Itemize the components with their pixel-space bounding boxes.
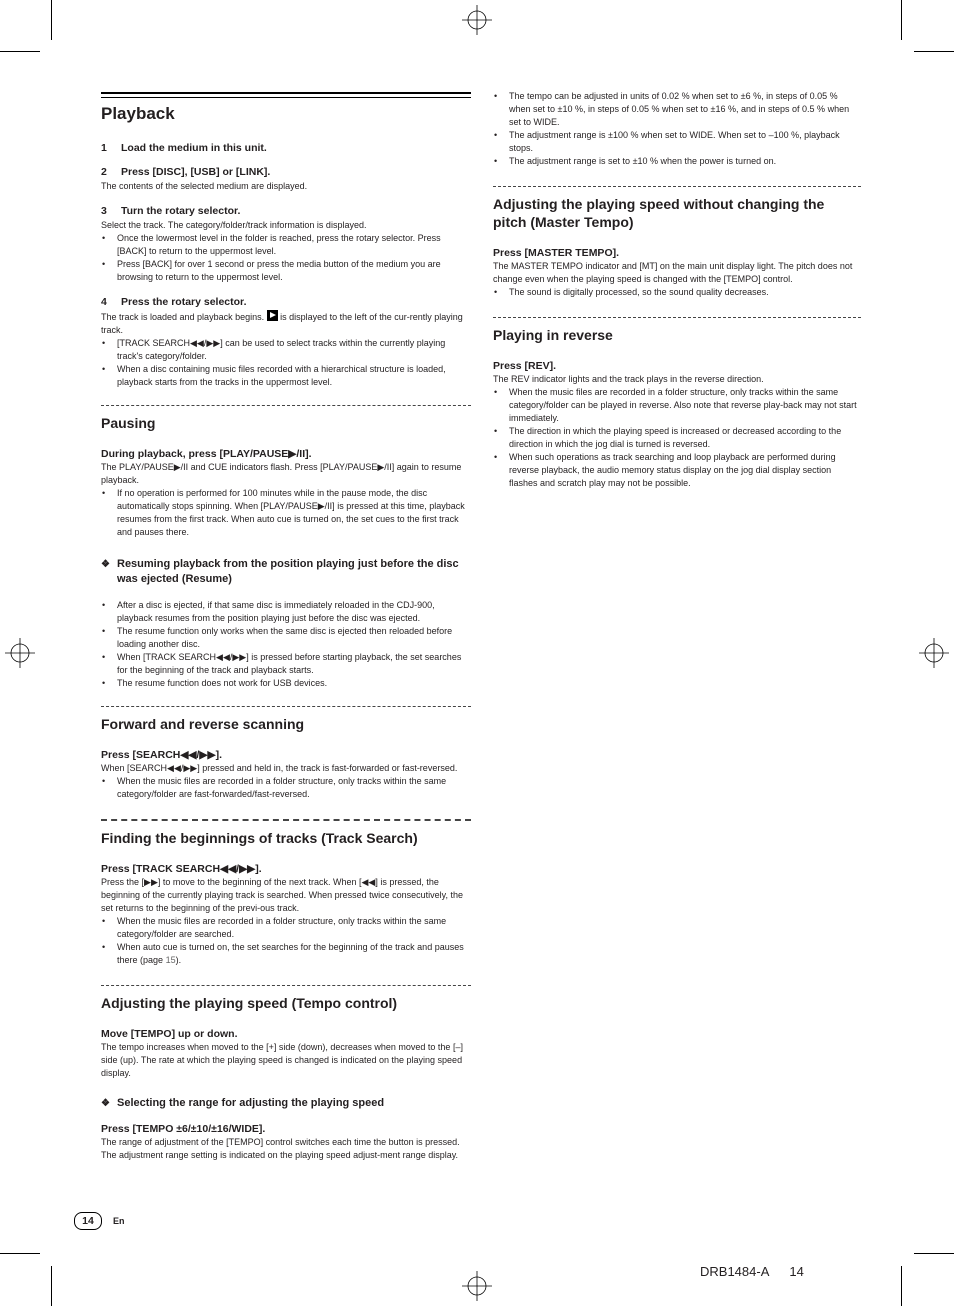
- crop-mark: [901, 1266, 902, 1306]
- section-title-pausing: Pausing: [101, 415, 156, 431]
- footer-page: 14: [789, 1264, 804, 1279]
- page-number-badge: 14: [74, 1212, 102, 1230]
- command-label: During playback, press [PLAY/PAUSE▶/II].: [101, 448, 312, 460]
- crop-mark: [914, 1253, 954, 1254]
- list-item: • If no operation is performed for 100 minutes while in the pause mode, the disc automatically stops spinning. When [PLAY/PAUSE▶/II] is pressed at this time, playback resumes from the first track. When auto cue is turned on, the set cues to the first track and pauses there.: [101, 487, 471, 539]
- list-item: • When such operations as track searching and loop playback are performed during reverse playback, the audio memory status display on the jog dial display section flashes and scratch play may not be possible.: [493, 451, 861, 490]
- step-label: Press the rotary selector.: [121, 296, 247, 308]
- list-item-text: When auto cue is turned on, the set searches for the beginning of the track and pauses there (page: [117, 942, 464, 965]
- step-2: [101, 166, 471, 193]
- play-icon: [267, 310, 278, 321]
- crop-mark: [51, 1266, 52, 1306]
- section-text: Press the [▶▶] to move to the beginning of the next track. When [◀◀] is pressed, the beginning of the currently playing track is searched. When pressed twice consecutively, the set returns to the beginning of the previ-ous track.: [101, 877, 464, 913]
- command-label: Press [SEARCH◀◀/▶▶].: [101, 749, 222, 761]
- list-item: • The tempo can be adjusted in units of 0.02 % when set to ±6 %, in steps of 0.05 % when set to ±10 %, in steps of 0.05 % when set to ±16 %, and in steps of 0.5 % when set to WIDE.: [493, 90, 861, 129]
- language-label: En: [113, 1216, 125, 1226]
- step-label: Press [DISC], [USB] or [LINK].: [121, 166, 271, 178]
- step-label: Load the medium in this unit.: [121, 142, 267, 154]
- command-label: Press [TRACK SEARCH◀◀/▶▶].: [101, 863, 262, 875]
- step-text-b: is displayed to the left of the cur-rently playing track.: [101, 312, 463, 335]
- list-item: • When the music files are recorded in a folder structure, only tracks within the same category/folder are fast-forwarded/fast-reversed.: [101, 775, 471, 801]
- registration-mark-icon: [5, 638, 35, 668]
- section-title-tempo: Adjusting the playing speed (Tempo control): [101, 995, 398, 1011]
- list-item: • The sound is digitally processed, so the sound quality decreases.: [493, 286, 861, 299]
- list-item: • When [TRACK SEARCH◀◀/▶▶] is pressed before starting playback, the set searches for the beginning of the track and playback starts.: [101, 651, 471, 677]
- section-divider: [101, 405, 471, 406]
- step-text-a: The track is loaded and playback begins.: [101, 312, 265, 322]
- left-column: [101, 92, 471, 1162]
- list-item: • The adjustment range is set to ±10 % when the power is turned on.: [493, 155, 861, 168]
- section-divider: [101, 985, 471, 986]
- list-item: • Press [BACK] for over 1 second or press the media button of the medium you are browsing to return to the uppermost level.: [101, 258, 471, 284]
- step-label: Turn the rotary selector.: [121, 205, 241, 217]
- step-number: 1: [101, 142, 107, 154]
- step-number: 3: [101, 205, 107, 217]
- section-title-scanning: Forward and reverse scanning: [101, 716, 305, 732]
- section-divider: [101, 706, 471, 707]
- section-divider: [101, 819, 471, 821]
- page-link[interactable]: 15: [165, 955, 176, 965]
- step-3: [101, 205, 471, 284]
- section-divider: [493, 317, 861, 318]
- section-divider: [493, 186, 861, 187]
- step-text: [101, 310, 471, 337]
- step-text: Select the track. The category/folder/track information is displayed.: [101, 220, 367, 230]
- crop-mark: [0, 1253, 40, 1254]
- registration-mark-icon: [462, 5, 492, 35]
- list-item: • When the music files are recorded in a folder structure, only tracks within the same category/folder are searched.: [101, 915, 471, 941]
- list-item-text-end: ).: [175, 955, 182, 965]
- command-label: Press [TEMPO ±6/±10/±16/WIDE].: [101, 1123, 266, 1135]
- list-item: • [TRACK SEARCH◀◀/▶▶] can be used to select tracks within the currently playing track's category/folder.: [101, 337, 471, 363]
- crop-mark: [51, 0, 52, 40]
- list-item: • The adjustment range is ±100 % when set to WIDE. When set to –100 %, playback stops.: [493, 129, 861, 155]
- section-title-reverse: Playing in reverse: [493, 327, 613, 343]
- crop-mark: [0, 51, 40, 52]
- section-text: The tempo increases when moved to the [+] side (down), decreases when moved to the [–] side (up). The rate at which the playing speed is changed is indicated on the playing speed display.: [101, 1042, 463, 1078]
- command-label: Press [REV].: [493, 360, 557, 372]
- subsection-title-range: ❖ Selecting the range for adjusting the playing speed: [101, 1096, 471, 1111]
- step-1: [101, 142, 471, 154]
- list-item: • The direction in which the playing speed is increased or decreased according to the direction in which the jog dial is turned is reversed.: [493, 425, 861, 451]
- title-rule: [101, 92, 471, 98]
- section-title-track-search: Finding the beginnings of tracks (Track Search): [101, 830, 418, 846]
- crop-mark: [901, 0, 902, 40]
- page-title: Playback: [101, 104, 175, 123]
- section-text: The REV indicator lights and the track plays in the reverse direction.: [493, 374, 764, 384]
- footer-code: DRB1484-A: [700, 1264, 770, 1279]
- right-column: [493, 90, 861, 490]
- subsection-title-resume: ❖ Resuming playback from the position playing just before the disc was ejected (Resume): [101, 557, 471, 587]
- crop-mark: [914, 51, 954, 52]
- list-item: • Once the lowermost level in the folder is reached, press the rotary selector. Press [BACK] to return to the uppermost level.: [101, 232, 471, 258]
- command-label: Move [TEMPO] up or down.: [101, 1028, 238, 1040]
- list-item: • The resume function does not work for USB devices.: [101, 677, 471, 690]
- section-text: The MASTER TEMPO indicator and [MT] on the main unit display light. The pitch does not change even when the playing speed is changed with the [TEMPO] control.: [493, 261, 853, 284]
- registration-mark-icon: [462, 1271, 492, 1301]
- list-item: • When the music files are recorded in a folder structure, only tracks within the same category/folder can be played in reverse. Also note that reverse play-back may not start immediately.: [493, 386, 861, 425]
- section-text: The range of adjustment of the [TEMPO] control switches each time the button is pressed. The adjustment range setting is indicated on the playing speed adjust-ment range display.: [101, 1137, 460, 1160]
- registration-mark-icon: [919, 638, 949, 668]
- command-label: Press [MASTER TEMPO].: [493, 247, 620, 259]
- list-item: • The resume function only works when the same disc is ejected then reloaded before loading another disc.: [101, 625, 471, 651]
- list-item: [101, 941, 471, 967]
- section-text: The PLAY/PAUSE▶/II and CUE indicators flash. Press [PLAY/PAUSE▶/II] again to resume playback.: [101, 462, 462, 485]
- list-item: • After a disc is ejected, if that same disc is immediately reloaded in the CDJ-900, playback resumes from the position playing just before the disc was ejected.: [101, 599, 471, 625]
- footer: [700, 1264, 824, 1279]
- list-item: • When a disc containing music files recorded with a hierarchical structure is loaded, playback starts from the tracks in the uppermost level.: [101, 363, 471, 389]
- step-number: 4: [101, 296, 107, 308]
- section-text: When [SEARCH◀◀/▶▶] pressed and held in, the track is fast-forwarded or fast-reversed.: [101, 763, 458, 773]
- step-text: The contents of the selected medium are displayed.: [101, 181, 308, 191]
- section-title-master-tempo: Adjusting the playing speed without changing the pitch (Master Tempo): [493, 196, 825, 230]
- step-number: 2: [101, 166, 107, 178]
- step-4: [101, 296, 471, 389]
